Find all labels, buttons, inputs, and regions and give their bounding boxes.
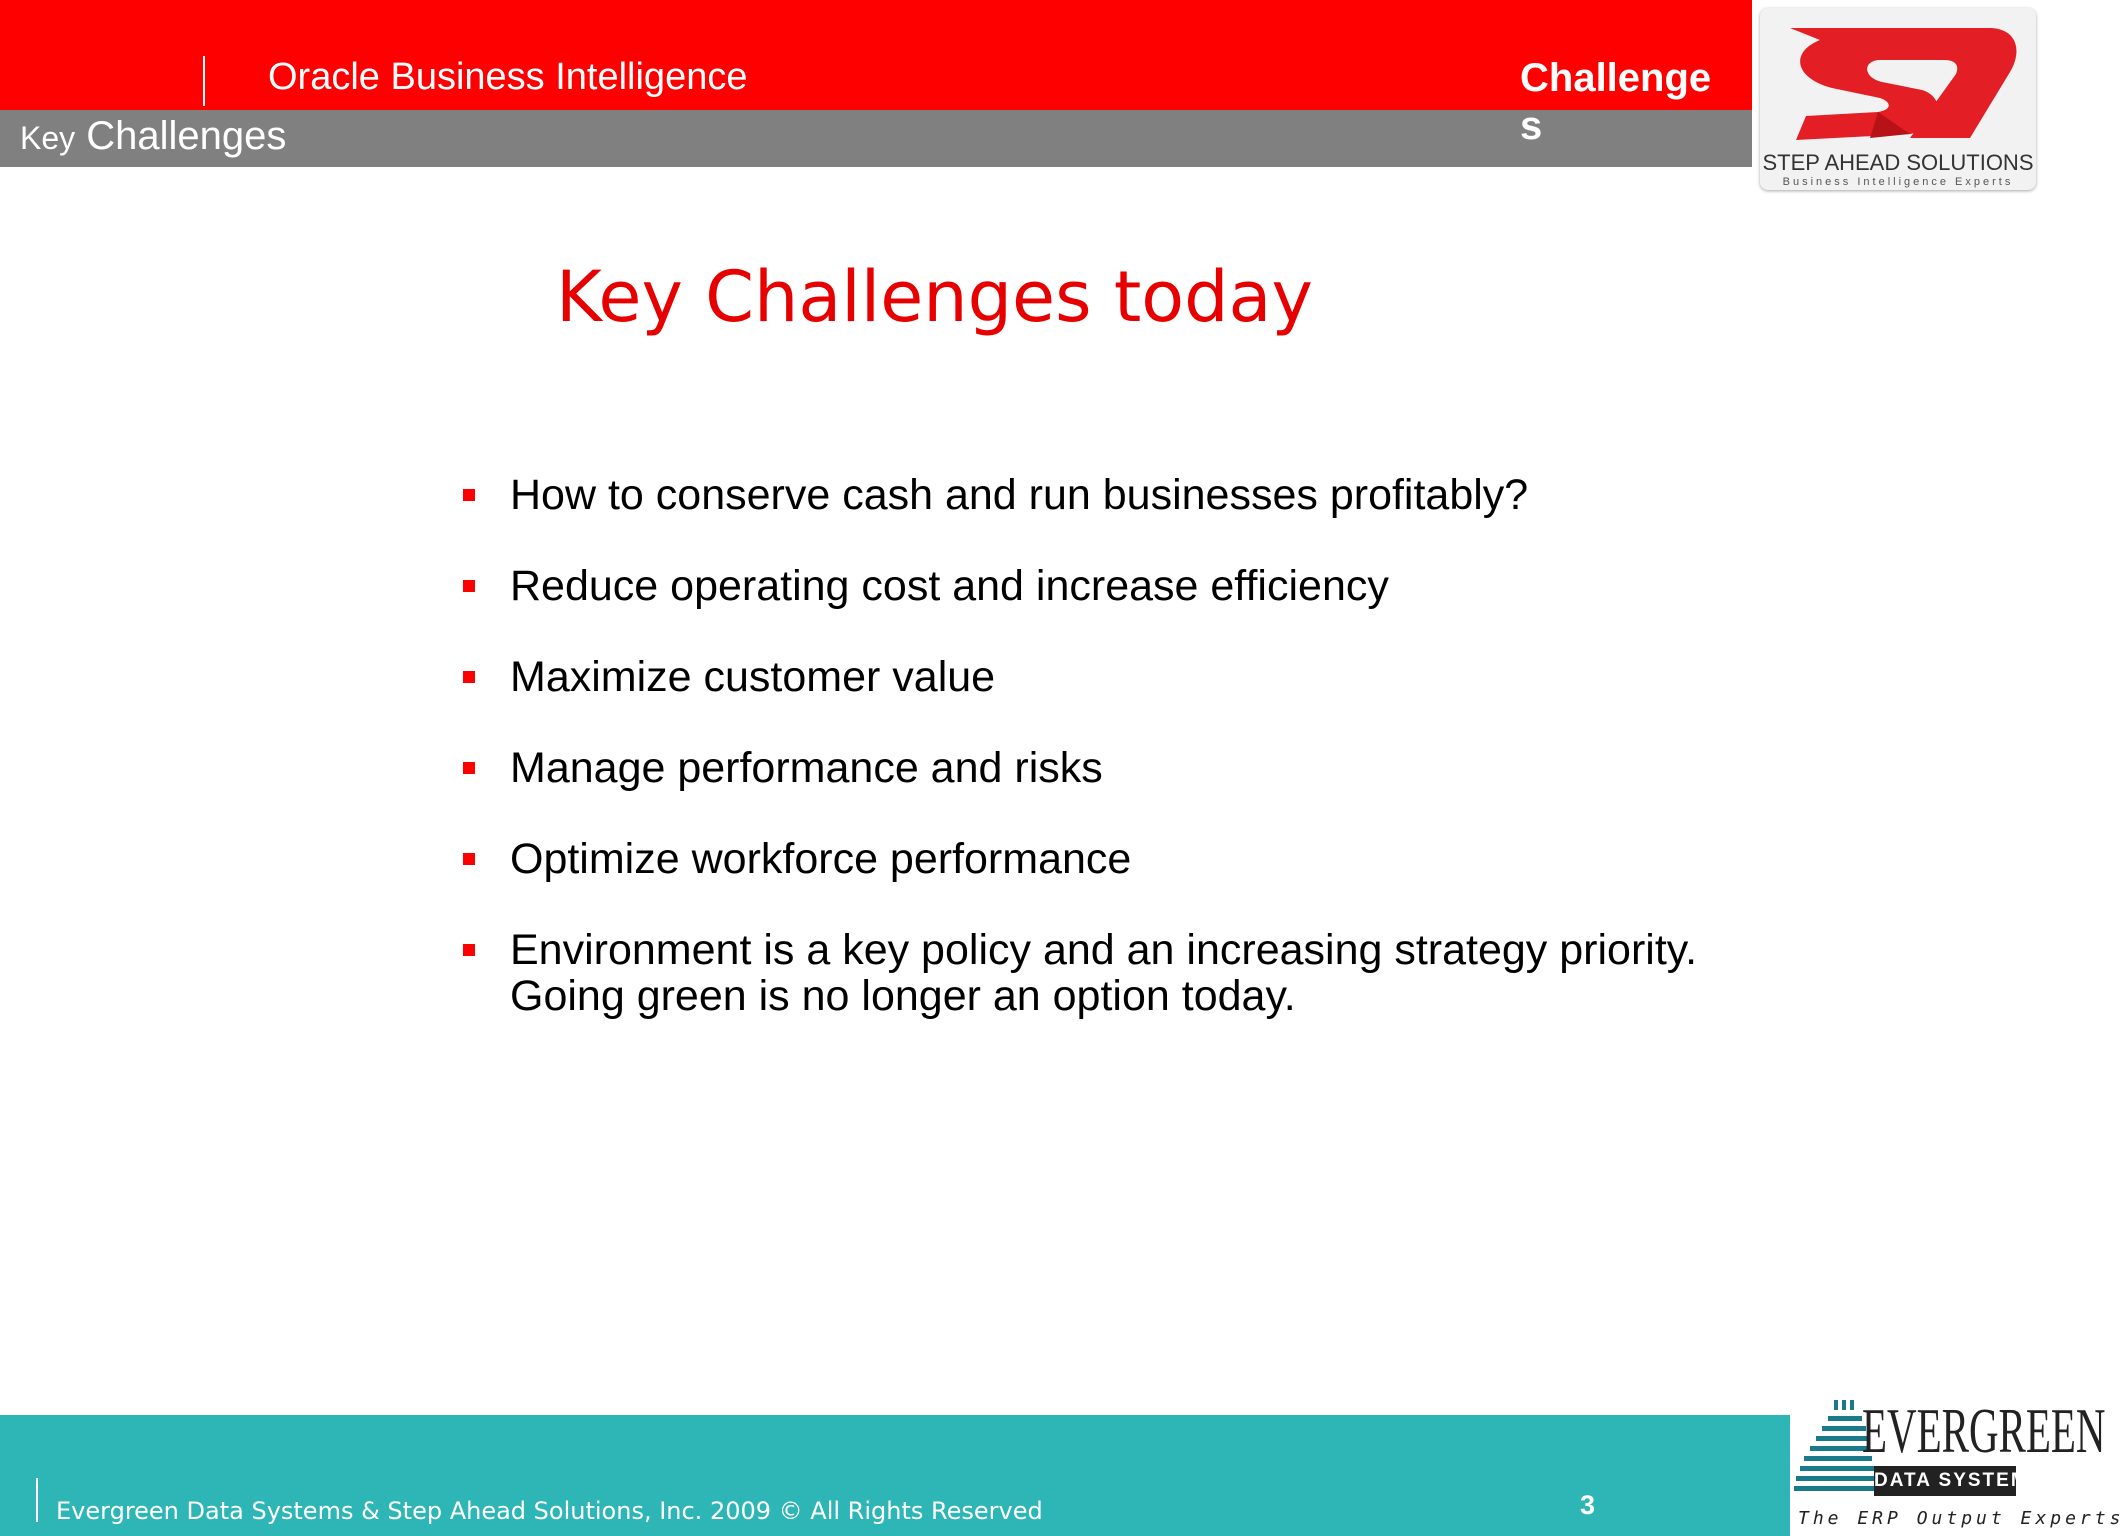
step-ahead-logo xyxy=(1760,8,2036,190)
header-bar xyxy=(0,0,1752,110)
list-item-text: Manage performance and risks xyxy=(510,744,1103,792)
bullet-square-icon xyxy=(463,944,475,956)
bullet-square-icon xyxy=(463,671,475,683)
bullet-square-icon xyxy=(463,853,475,865)
section-label-large: Challenges xyxy=(86,114,287,158)
bullet-square-icon xyxy=(463,489,475,501)
evergreen-logo-name: EVERGREEN xyxy=(1862,1395,2106,1466)
list-item xyxy=(460,654,1700,700)
list-item xyxy=(460,563,1700,609)
presentation-title: Oracle Business Intelligence xyxy=(268,56,748,98)
evergreen-logo-sub: DATA SYSTEMS xyxy=(1874,1466,2016,1496)
list-item xyxy=(460,472,1700,518)
list-item-text: Maximize customer value xyxy=(510,653,996,701)
bullet-square-icon xyxy=(463,762,475,774)
step-ahead-logo-name: STEP AHEAD SOLUTIONS xyxy=(1762,150,2034,175)
bullet-square-icon xyxy=(463,580,475,592)
list-item xyxy=(460,836,1700,882)
section-label-small: Key xyxy=(20,120,76,156)
page-number: 3 xyxy=(1580,1490,1596,1520)
list-item xyxy=(460,927,1700,1019)
evergreen-logo-tagline: The ERP Output Experts xyxy=(1798,1508,2124,1529)
list-item-text: Reduce operating cost and increase efficiency xyxy=(510,562,1389,610)
list-item-text: Environment is a key policy and an increasing strategy priority. Going green is no longer an option today. xyxy=(510,926,1698,1020)
list-item-text: How to conserve cash and run businesses profitably? xyxy=(510,471,1529,519)
footer-divider xyxy=(36,1478,38,1522)
slide-title: Key Challenges today xyxy=(556,256,1313,338)
footer-copyright: Evergreen Data Systems & Step Ahead Solutions, Inc. 2009 © All Rights Reserved xyxy=(56,1497,1043,1525)
section-label xyxy=(20,114,286,159)
header-section-tag: Challenges xyxy=(1520,56,1712,148)
list-item-text: Optimize workforce performance xyxy=(510,835,1132,883)
challenges-list xyxy=(460,472,1700,1064)
evergreen-logo xyxy=(1790,1392,2124,1536)
list-item xyxy=(460,745,1700,791)
step-ahead-logo-tagline: Business Intelligence Experts xyxy=(1782,176,2014,188)
header-divider xyxy=(203,56,205,106)
